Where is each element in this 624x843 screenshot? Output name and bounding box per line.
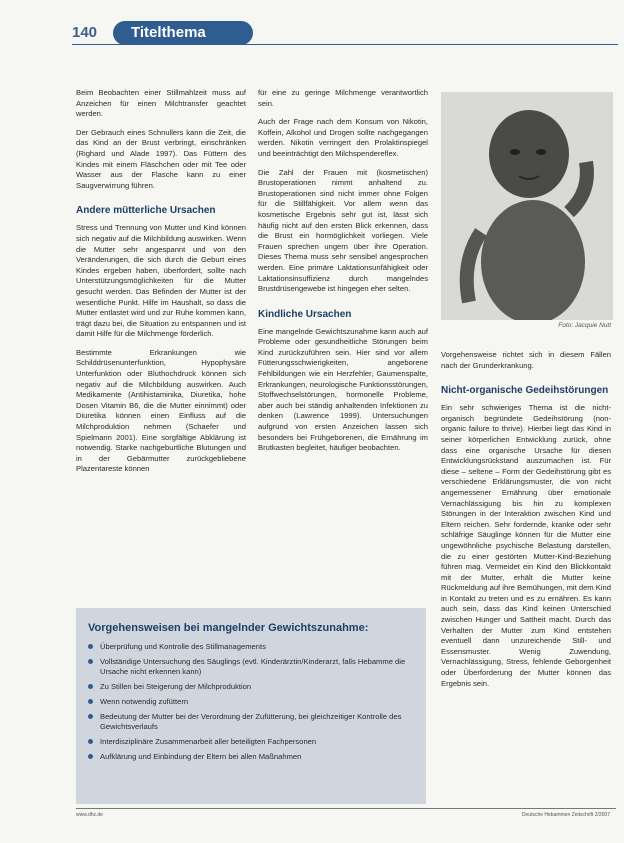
paragraph: Der Gebrauch eines Schnullers kann die Zeit, die das Kind an der Brust verbringt, einschränken (Righard und Alade 1997). Das Füttern des Kindes mit einem Fläschchen oder mit Tee oder Wasser aus der Flasche kann zu einer Saugverwirrung führen. — [76, 127, 246, 190]
baby-photo — [441, 92, 613, 320]
list-item: Bedeutung der Mutter bei der Verordnung der Zufütterung, bei gleichzeitiger Kontrolle des Gewichtsverlaufs — [88, 712, 418, 732]
page-number: 140 — [72, 24, 98, 41]
middle-column — [258, 88, 428, 462]
list-item: Überprüfung und Kontrolle des Stillmanagements — [88, 642, 418, 652]
list-item: Vollständige Untersuchung des Säuglings (evtl. Kinderärztin/Kinderarzt, falls Hebamme die Ursache nicht erkennen kann) — [88, 657, 418, 677]
paragraph: Auch der Frage nach dem Konsum von Nikotin, Koffein, Alkohol und Drogen sollte nachgegangen werden. Nikotin verringert den Prolaktinspiegel und beeinträchtigt den Milchspendereflex. — [258, 117, 428, 158]
photo-caption: Foto: Jacquie Nutt — [558, 322, 611, 329]
info-box — [76, 608, 426, 804]
header-rule — [72, 44, 618, 45]
paragraph: Ein sehr schwieriges Thema ist die nicht-organisch begründete Gedeihstörung (non-organic failure to thrive). Hierbei liegt das Kind in seiner körperlichen Entwicklung zurück, ohne dass eine organische Ursache für diesen Entwicklungsrückstand auszumachen ist. Für diese – seltene – Form der Gedeihstörung gibt es verschiedene Erklärungsmuster, die von nicht angemessener Ernährung über emotionale Vernachlässigung bis hin zu komplexen Störungen in der Interaktion zwischen Kind und Eltern reichen. Sehr fordernde, kranke oder sehr schläfrige Säuglinge können für die Mutter eine ungewöhnliche psychische Belastung darstellen, die zu einer gestörten Mutter-Kind-Beziehung führen mag. Vermeidet ein Kind den Blickkontakt mit der Mutter, erhält die Mutter keine Rückmeldung auf ihre Bemühungen, mit dem Kind in Kontakt zu treten und es zu ernähren. Es kann auch sein, dass das Kind keinen Unterschied zwischen Hunger und Sattheit macht. Durch das Verhalten der Mutter zum Kind entstehen eventuell dann unzureichende Still- und Essensmuster. Wenig Zuwendung, Vernachlässigung, Stress, fehlende Geborgenheit oder Überforderung der Mutter können das Ergebnis sein. — [441, 403, 611, 688]
footer-rule — [76, 808, 616, 809]
baby-photo-illustration — [441, 92, 613, 320]
section-heading: Andere mütterliche Ursachen — [76, 205, 216, 217]
paragraph: Vorgehensweise richtet sich in diesem Fällen nach der Grunderkrankung. — [441, 350, 611, 370]
paragraph: Die Zahl der Frauen mit (kosmetischen) Brustoperationen nimmt anhaltend zu. Brustoperationen sind nicht immer ohne Folgen für die Stillfähigkeit. Vor allem wenn das kosmetische Ergebnis sehr gut ist, lässt sich häufig nicht auf den ersten Blick erkennen, dass die Brust ein hormöglichkeit vorliegen. Viele Frauen sprechen ungern über ihre Operation. Dieses Thema muss sehr sensibel angesprochen werden. Eine primäre Laktationsunfähigkeit oder Laktationsinsuffizienz durch mangelndes Brustdrüsengewebe ist hingegen eher selten. — [258, 167, 428, 294]
footer-website: www.dhz.de — [76, 812, 103, 818]
info-box-title: Vorgehensweisen bei mangelnder Gewichtszunahme: — [88, 622, 369, 634]
paragraph: Bestimmte Erkrankungen wie Schilddrüsenunterfunktion, Hypophysäre Unterfunktion oder Bluthochdruck können sich negativ auf die Milchbildung auswirken. Auch Medikamente (Antihistaminika, Diuretika, hohe Dosen Vitamin B6, die die Mutter einnimmt) oder Diuretika können einen Einfluss auf die Milchproduktion nehmen (Schaefer und Spielmann 2001). Eine sorgfältige Abklärung ist notwendig. Starke nachgeburtliche Blutungen und in der Gebärmutter zurückgebliebene Plazentareste können — [76, 347, 246, 474]
info-box-list — [76, 642, 426, 762]
list-item: Wenn notwendig zufüttern — [88, 697, 418, 707]
left-column — [76, 88, 246, 483]
footer-issue: Deutsche Hebammen Zeitschrift 2/2007 — [521, 812, 610, 818]
paragraph: Beim Beobachten einer Stillmahlzeit muss auf Anzeichen für einen Milchtransfer geachtet werden. — [76, 88, 246, 119]
paragraph: Stress und Trennung von Mutter und Kind können sich negativ auf die Milchbildung auswirken. Wenn die Mutter sehr angespannt und von den Veränderungen, die sich durch die Geburt eines Kindes ergeben haben, überfordert, sollte nach Unterstützungsmöglichkeiten für die Mutter gesucht werden. Das Befinden der Mutter ist der wesentliche Punkt. Hilfe im Haushalt, so dass die Mutter entlastet wird und zur Ruhe kommen kann, trägt dazu bei, die Situation zu entspannen und ist damit Hilfe für die Milchmenge förderlich. — [76, 223, 246, 339]
list-item: Interdisziplinäre Zusammenarbeit aller beteiligten Fachpersonen — [88, 737, 418, 747]
right-column — [441, 350, 611, 697]
paragraph: Eine mangelnde Gewichtszunahme kann auch auf Probleme oder gesundheitliche Störungen beim Kind zurückzuführen sein. Hier sind vor allem Fütterungsschwierigkeiten, angeborene Fehlbildungen wie ein Herzfehler, Gaumenspalte, Erkrankungen, neurologische Funktionsstörungen, Stoffwechselstörungen, hormonelle Probleme, aber auch bei ständig anhaltenden Infektionen zu denken (Lawrence 1999). Untersuchungen aufgrund von ersten Anzeichen lassen sich besonders bei Frühgeborenen, die Ernährung im Brutkasten begleitet, häufiger beobachten. — [258, 326, 428, 453]
section-title: Titelthema — [113, 21, 253, 45]
list-item: Zu Stillen bei Steigerung der Milchproduktion — [88, 682, 418, 692]
paragraph: für eine zu geringe Milchmenge verantwortlich sein. — [258, 88, 428, 108]
section-heading: Nicht-organische Gedeihstörungen — [441, 385, 609, 397]
section-heading: Kindliche Ursachen — [258, 308, 352, 320]
list-item: Aufklärung und Einbindung der Eltern bei allen Maßnahmen — [88, 752, 418, 762]
